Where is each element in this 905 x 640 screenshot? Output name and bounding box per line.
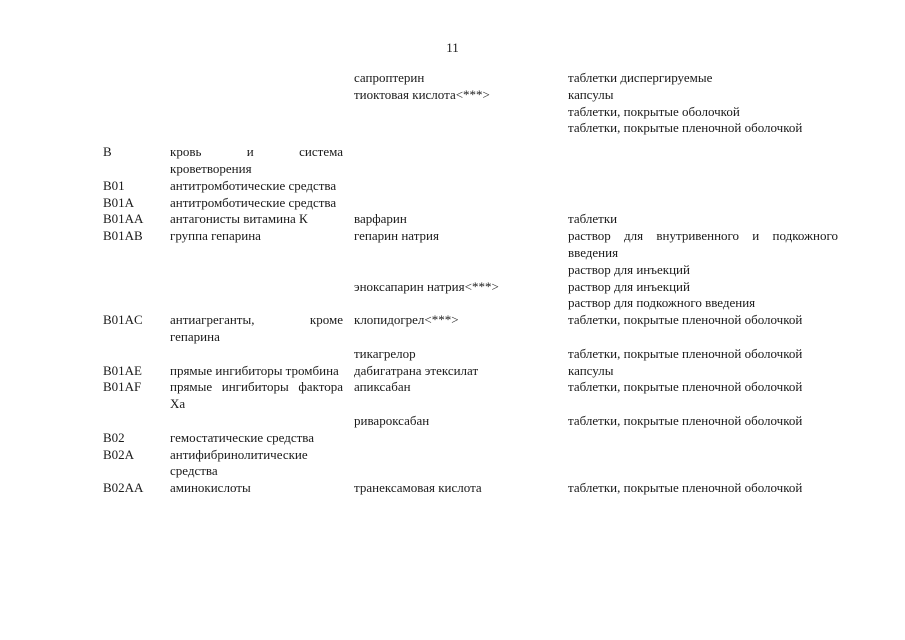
atc-code-cell — [103, 346, 170, 363]
column-spacer — [343, 137, 354, 178]
atc-code-cell: B01AB — [103, 228, 143, 244]
column-spacer — [528, 70, 568, 87]
column-spacer — [528, 211, 568, 228]
column-spacer — [343, 70, 354, 87]
column-spacer — [343, 279, 354, 313]
table-row — [103, 137, 838, 178]
atc-code-cell: B01 — [103, 177, 125, 193]
dosage-form-item: таблетки, покрытые оболочкой — [568, 103, 740, 119]
drug-name-cell: тикагрелор — [354, 345, 416, 361]
column-spacer — [528, 430, 568, 447]
column-spacer — [343, 480, 354, 497]
drug-name-cell: гепарин натрия — [354, 228, 439, 244]
dosage-form-item: таблетки, покрытые пленочной оболочкой — [568, 345, 803, 361]
dosage-form-item: капсулы — [568, 362, 614, 378]
dosage-forms-cell — [568, 70, 838, 87]
column-spacer — [528, 137, 568, 178]
column-spacer — [528, 312, 568, 346]
column-spacer — [528, 363, 568, 380]
anatomical-therapeutic-group-cell — [170, 70, 343, 87]
page-number: 11 — [446, 40, 459, 55]
table-row — [103, 195, 838, 212]
anatomical-therapeutic-group-cell: антагонисты витамина К — [170, 211, 308, 227]
table-row — [103, 480, 838, 497]
table-row — [103, 430, 838, 447]
atc-code-cell: B02 — [103, 429, 125, 445]
table-row — [103, 379, 838, 413]
drug-name-cell — [354, 430, 528, 447]
dosage-forms-cell — [568, 87, 838, 137]
anatomical-therapeutic-group-cell: антитромботические средства — [170, 177, 337, 193]
column-spacer — [528, 87, 568, 137]
drug-name-cell: эноксапарин натрия<***> — [354, 278, 499, 294]
atc-code-cell: B — [103, 144, 112, 160]
dosage-form-item: раствор для внутривенного и подкожного введения — [568, 228, 838, 260]
table-row — [103, 447, 838, 481]
atc-code-cell: B01AE — [103, 362, 142, 378]
dosage-forms-cell — [568, 279, 838, 313]
column-spacer — [343, 447, 354, 481]
dosage-form-item: раствор для инъекций — [568, 278, 690, 294]
dosage-form-item: таблетки, покрытые пленочной оболочкой — [568, 312, 803, 328]
drug-table-body — [103, 70, 838, 497]
dosage-form-item: таблетки — [568, 211, 618, 227]
atc-code-cell — [103, 413, 170, 430]
column-spacer — [343, 430, 354, 447]
dosage-forms-cell — [568, 228, 838, 278]
dosage-forms-cell — [568, 312, 838, 346]
dosage-forms-cell — [568, 363, 838, 380]
column-spacer — [528, 346, 568, 363]
dosage-form-item: таблетки, покрытые пленочной оболочкой — [568, 480, 803, 496]
drug-name-cell — [354, 195, 528, 212]
atc-code-cell: B01AA — [103, 211, 144, 227]
drug-table — [103, 70, 838, 497]
table-row — [103, 312, 838, 346]
drug-name-cell: клопидогрел<***> — [354, 312, 459, 328]
atc-code-cell: B01A — [103, 194, 135, 210]
column-spacer — [343, 413, 354, 430]
dosage-forms-cell — [568, 137, 838, 178]
drug-name-cell: транексамовая кислота — [354, 480, 482, 496]
column-spacer — [343, 312, 354, 346]
column-spacer — [343, 178, 354, 195]
table-row — [103, 211, 838, 228]
table-row — [103, 87, 838, 137]
table-row — [103, 413, 838, 430]
anatomical-therapeutic-group-cell — [170, 413, 343, 430]
anatomical-therapeutic-group-cell — [170, 346, 343, 363]
drug-name-cell: дабигатрана этексилат — [354, 362, 479, 378]
anatomical-therapeutic-group-cell: аминокислоты — [170, 480, 251, 496]
table-row — [103, 346, 838, 363]
column-spacer — [528, 480, 568, 497]
drug-name-cell — [354, 137, 528, 178]
dosage-form-item: раствор для инъекций — [568, 261, 690, 277]
column-spacer — [528, 228, 568, 278]
dosage-forms-cell — [568, 430, 838, 447]
dosage-form-item: раствор для подкожного введения — [568, 295, 756, 311]
drug-name-cell: тиоктовая кислота<***> — [354, 86, 490, 102]
atc-code-cell: B01AC — [103, 312, 143, 328]
dosage-forms-cell — [568, 346, 838, 363]
atc-code-cell: B01AF — [103, 379, 142, 395]
anatomical-therapeutic-group-cell: группа гепарина — [170, 228, 261, 244]
dosage-forms-cell — [568, 413, 838, 430]
drug-name-cell: ривароксабан — [354, 412, 430, 428]
drug-name-cell: сапроптерин — [354, 70, 425, 85]
column-spacer — [528, 413, 568, 430]
drug-name-cell — [354, 178, 528, 195]
anatomical-therapeutic-group-cell: гемостатические средства — [170, 429, 315, 445]
dosage-form-item: таблетки, покрытые пленочной оболочкой — [568, 379, 803, 395]
dosage-form-item: капсулы — [568, 86, 614, 102]
column-spacer — [343, 379, 354, 413]
atc-code-cell: B02AA — [103, 480, 144, 496]
dosage-forms-cell — [568, 178, 838, 195]
drug-name-cell — [354, 447, 528, 481]
anatomical-therapeutic-group-cell: антиагреганты, кроме гепарина — [170, 312, 343, 344]
anatomical-therapeutic-group-cell — [170, 87, 343, 137]
column-spacer — [343, 211, 354, 228]
anatomical-therapeutic-group-cell: антифибринолитические средства — [170, 446, 308, 479]
table-row — [103, 279, 838, 313]
anatomical-therapeutic-group-cell: антитромботические средства — [170, 194, 337, 210]
column-spacer — [528, 279, 568, 313]
atc-code-cell — [103, 279, 170, 313]
atc-code-cell — [103, 70, 170, 87]
column-spacer — [343, 346, 354, 363]
dosage-forms-cell — [568, 480, 838, 497]
drug-name-cell: апиксабан — [354, 379, 411, 395]
dosage-form-item: таблетки диспергируемые — [568, 70, 713, 85]
column-spacer — [343, 87, 354, 137]
table-row — [103, 228, 838, 278]
drug-name-cell: варфарин — [354, 211, 407, 227]
dosage-forms-cell — [568, 379, 838, 413]
anatomical-therapeutic-group-cell: прямые ингибиторы фактора Xa — [170, 379, 343, 412]
column-spacer — [528, 447, 568, 481]
column-spacer — [343, 228, 354, 278]
anatomical-therapeutic-group-cell: кровь и система кроветворения — [170, 144, 343, 176]
column-spacer — [528, 379, 568, 413]
column-spacer — [528, 178, 568, 195]
dosage-forms-cell — [568, 447, 838, 481]
dosage-forms-cell — [568, 195, 838, 212]
anatomical-therapeutic-group-cell: прямые ингибиторы тромбина — [170, 362, 339, 378]
atc-code-cell — [103, 87, 170, 137]
column-spacer — [343, 363, 354, 380]
table-row — [103, 70, 838, 87]
atc-code-cell: B02A — [103, 446, 135, 462]
dosage-forms-cell — [568, 211, 838, 228]
column-spacer — [343, 195, 354, 212]
anatomical-therapeutic-group-cell — [170, 279, 343, 313]
dosage-form-item: таблетки, покрытые пленочной оболочкой — [568, 412, 803, 428]
dosage-form-item: таблетки, покрытые пленочной оболочкой — [568, 120, 803, 136]
column-spacer — [528, 195, 568, 212]
table-row — [103, 363, 838, 380]
table-row — [103, 178, 838, 195]
